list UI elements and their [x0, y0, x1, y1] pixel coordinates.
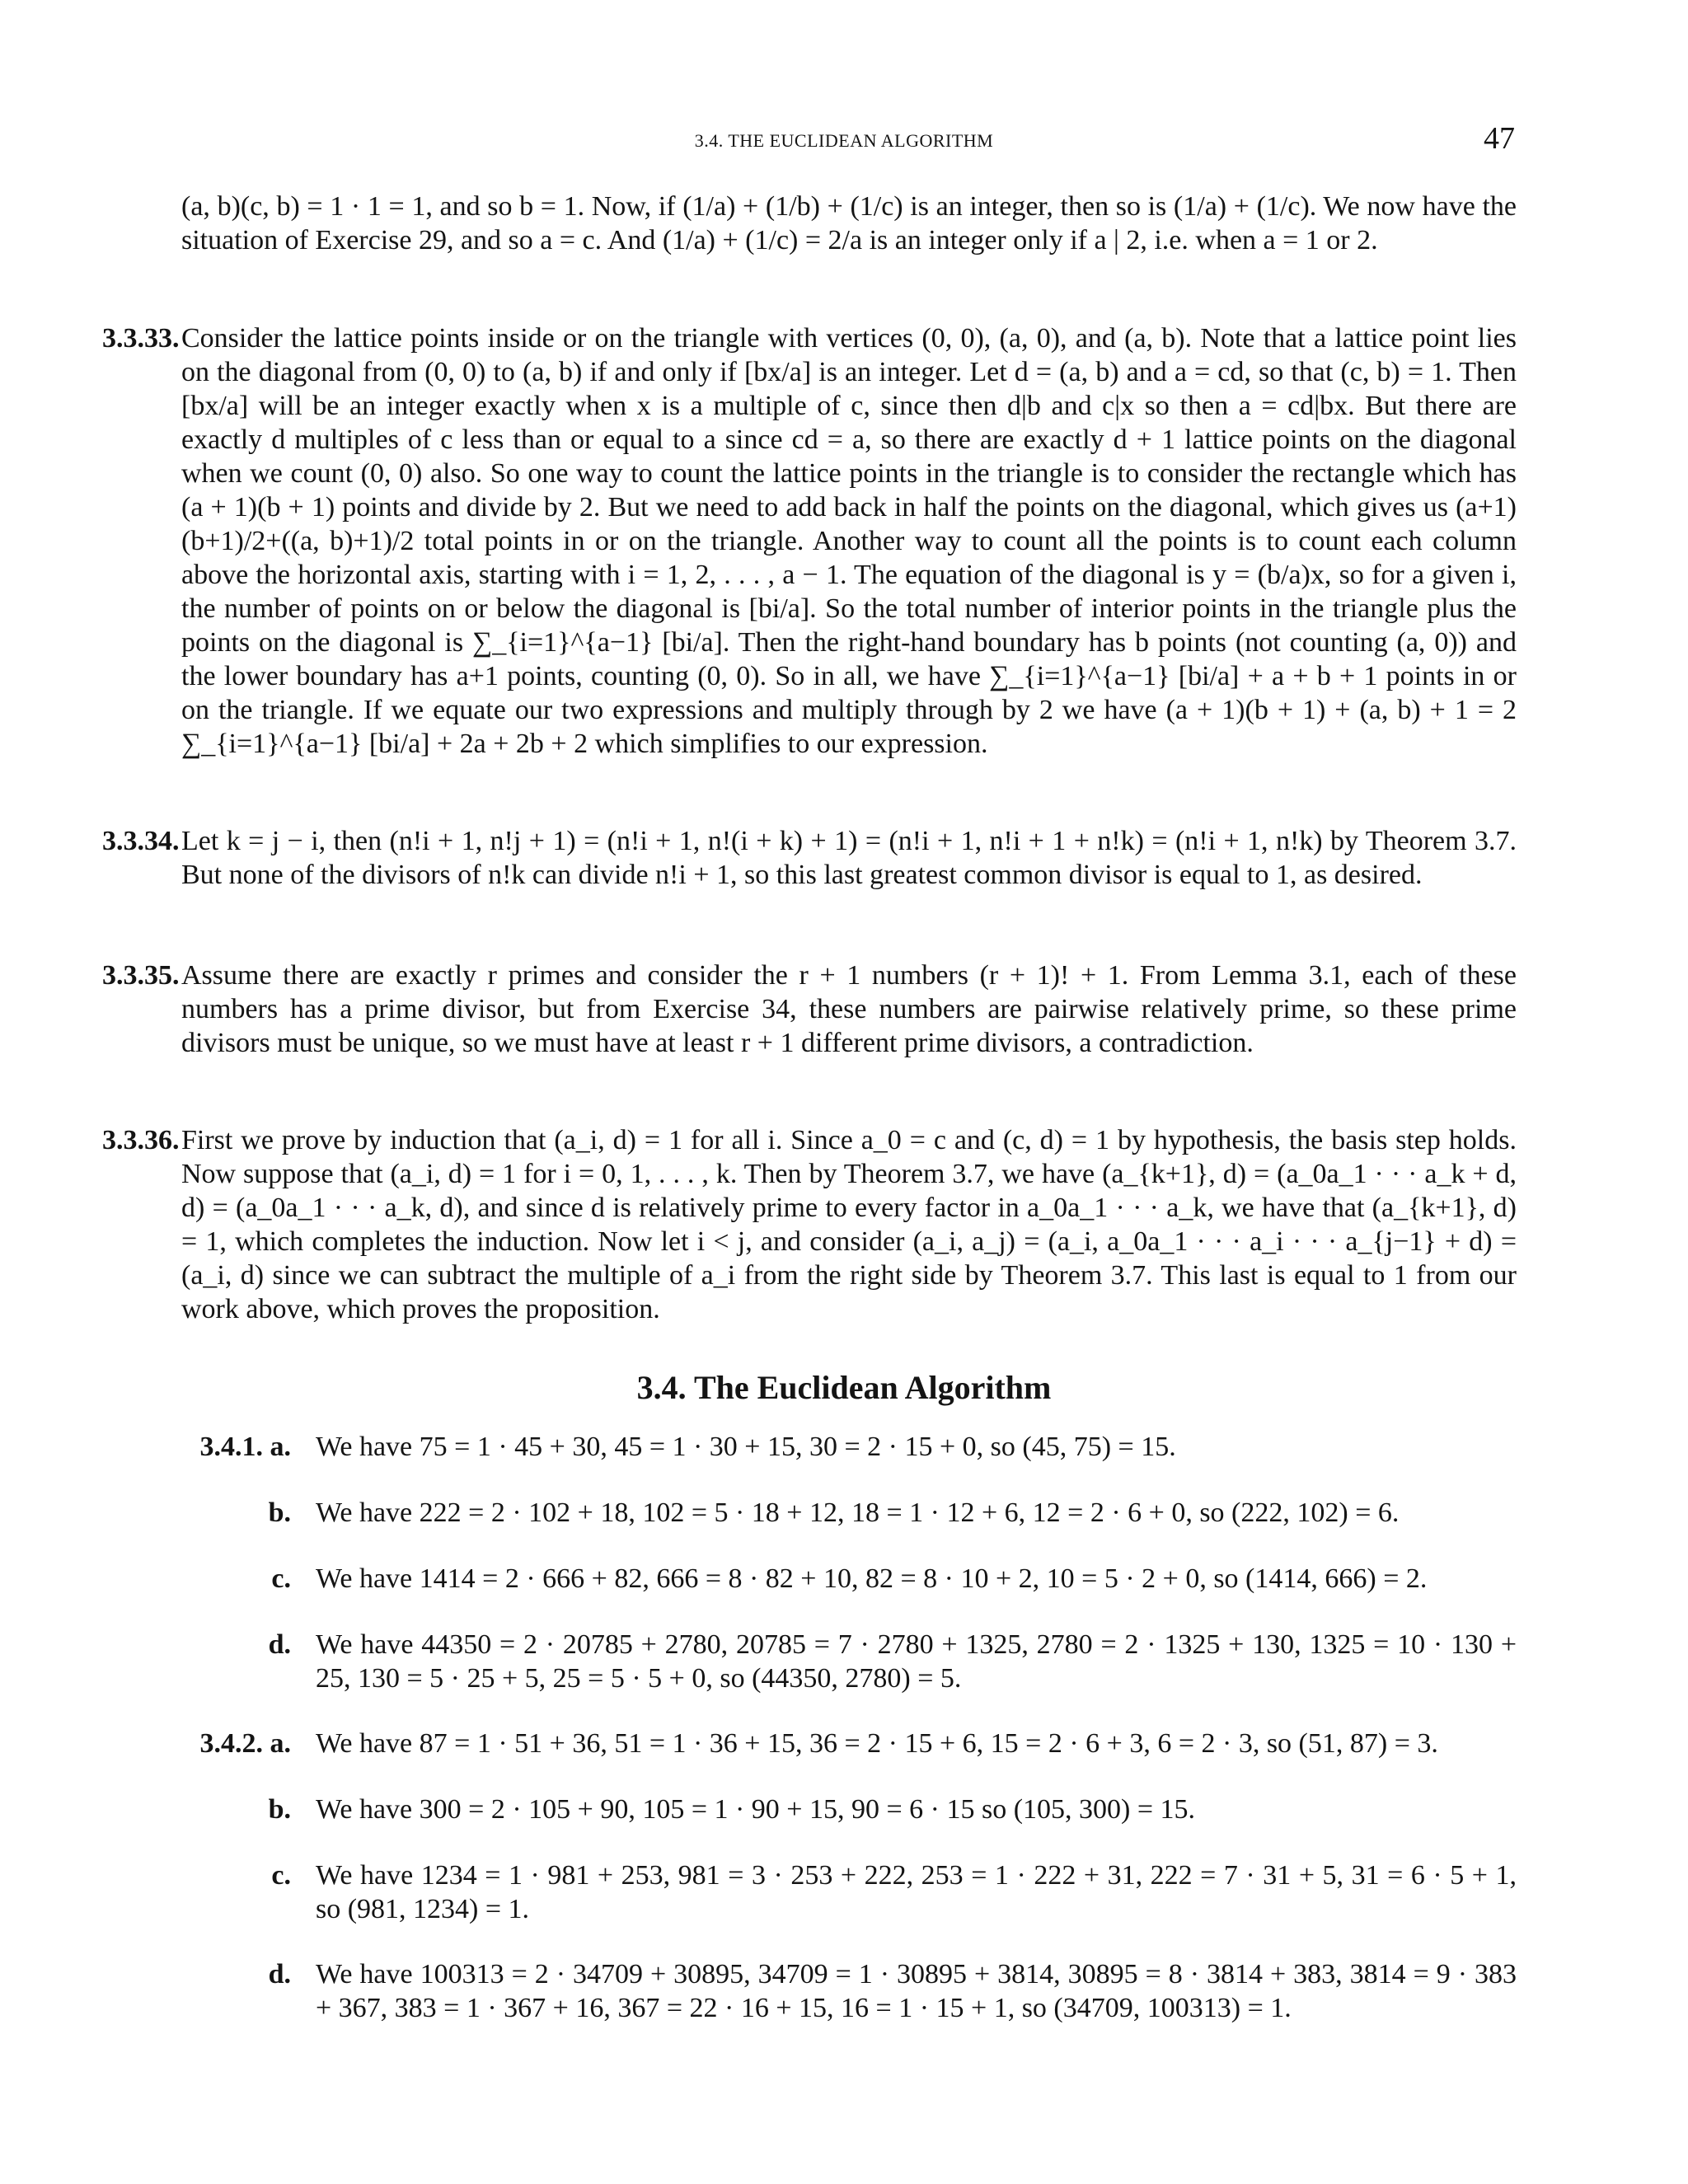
answer-3-4-2-c: [271, 1858, 1517, 1926]
answer-3-4-1-c: [271, 1562, 1517, 1596]
answer-text: We have 222 = 2 · 102 + 18, 102 = 5 · 18 + 12, 18 = 1 · 12 + 6, 12 = 2 · 6 + 0, so (222, 102) = 6.: [316, 1497, 1400, 1528]
exercise-number: 3.3.35.: [102, 960, 180, 991]
continuation-text: (a, b)(c, b) = 1 · 1 = 1, and so b = 1. Now, if (1/a) + (1/b) + (1/c) is an integer, then so is (1/a) + (1/c). We now have the situation of Exercise 29, and so a = c. And (1/a) + (1/c) = 2/a is an integer only if a | 2, i.e. when a = 1 or 2.: [181, 191, 1517, 255]
answer-3-4-1-d: [268, 1628, 1517, 1695]
answer-3-4-2-b: [268, 1793, 1517, 1826]
answer-tag: d.: [268, 1629, 291, 1660]
answer-tag: c.: [271, 1563, 291, 1594]
answer-text: We have 1414 = 2 · 666 + 82, 666 = 8 · 82 + 10, 82 = 8 · 10 + 2, 10 = 5 · 2 + 0, so (1414, 666) = 2.: [316, 1563, 1428, 1594]
running-head: [0, 121, 1688, 157]
exercise-text: First we prove by induction that (a_i, d) = 1 for all i. Since a_0 = c and (c, d) = 1 by hypothesis, the basis step holds. Now suppose that (a_i, d) = 1 for i = 0, 1, . . . , k. Then by Theorem 3.7, we have (a_{k+1}, d) = (a_0a_1 · · · a_k + d, d) = (a_0a_1 · · · a_k, d), and since d is relatively prime to every factor in a_0a_1 · · · a_k, we have that (a_{k+1}, d) = 1, which completes the induction. Now let i < j, and consider (a_i, a_j) = (a_i, a_0a_1 · · · a_i · · · a_{j−1} + d) = (a_i, d) since we can subtract the multiple of a_i from the right side by Theorem 3.7. This last is equal to 1 from our work above, which proves the proposition.: [181, 1125, 1517, 1324]
section-title: 3.4. The Euclidean Algorithm: [636, 1369, 1052, 1406]
answer-text: We have 87 = 1 · 51 + 36, 51 = 1 · 36 + 15, 36 = 2 · 15 + 6, 15 = 2 · 6 + 3, 6 = 2 · 3, so (51, 87) = 3.: [316, 1728, 1438, 1759]
answer-text: We have 300 = 2 · 105 + 90, 105 = 1 · 90 + 15, 90 = 6 · 15 so (105, 300) = 15.: [316, 1794, 1196, 1825]
exercise-3-3-36: [102, 1123, 1517, 1326]
exercise-number: 3.3.36.: [102, 1125, 180, 1155]
answer-tag: b.: [268, 1497, 291, 1528]
running-title: 3.4. THE EUCLIDEAN ALGORITHM: [694, 130, 994, 151]
exercise-3-3-35: [102, 958, 1517, 1060]
continuation-paragraph: [181, 190, 1517, 257]
answer-text: We have 100313 = 2 · 34709 + 30895, 34709 = 1 · 30895 + 3814, 30895 = 8 · 3814 + 383, 3814 = 9 · 383 + 367, 383 = 1 · 367 + 16, 367 = 22 · 16 + 15, 16 = 1 · 15 + 1, so (34709, 100313) = 1.: [316, 1959, 1517, 2023]
exercise-number: 3.3.34.: [102, 826, 180, 856]
answer-3-4-1-a: [199, 1430, 1517, 1464]
answer-tag: 3.4.1. a.: [199, 1432, 291, 1462]
answer-tag: b.: [268, 1794, 291, 1825]
exercise-3-3-33: [102, 321, 1517, 761]
answer-3-4-1-b: [268, 1496, 1517, 1530]
answer-tag: 3.4.2. a.: [199, 1728, 291, 1759]
answer-tag: c.: [271, 1860, 291, 1891]
exercise-number: 3.3.33.: [102, 323, 180, 354]
exercise-text: Let k = j − i, then (n!i + 1, n!j + 1) = (n!i + 1, n!(i + k) + 1) = (n!i + 1, n!i + 1 + n!k) = (n!i + 1, n!k) by Theorem 3.7. But none of the divisors of n!k can divide n!i + 1, so this last greatest common divisor is equal to 1, as desired.: [181, 826, 1517, 890]
answer-3-4-2-a: [199, 1727, 1517, 1760]
exercise-text: Assume there are exactly r primes and consider the r + 1 numbers (r + 1)! + 1. From Lemma 3.1, each of these numbers has a prime divisor, but from Exercise 34, these numbers are pairwise relatively prime, so these prime divisors must be unique, so we must have at least r + 1 different prime divisors, a contradiction.: [181, 960, 1517, 1058]
exercise-text: Consider the lattice points inside or on the triangle with vertices (0, 0), (a, 0), and (a, b). Note that a lattice point lies on the diagonal from (0, 0) to (a, b) if and only if [bx/a] is an integer. Let d = (a, b) and a = cd, so that (c, b) = 1. Then [bx/a] will be an integer exactly when x is a multiple of c, since then d|b and c|x so then a = cd|bx. But there are exactly d multiples of c less than or equal to a since cd = a, so there are exactly d + 1 lattice points on the diagonal when we count (0, 0) also. So one way to count the lattice points in the triangle is to consider the rectangle which has (a + 1)(b + 1) points and divide by 2. But we need to add back in half the points on the diagonal, which gives us (a+1)(b+1)/2+((a, b)+1)/2 total points in or on the triangle. Another way to count all the points is to count each column above the horizontal axis, starting with i = 1, 2, . . . , a − 1. The equation of the diagonal is y = (b/a)x, so for a given i, the number of points on or below the diagonal is [bi/a]. So the total number of interior points in the triangle plus the points on the diagonal is ∑_{i=1}^{a−1} [bi/a]. Then the right-hand boundary has b points (not counting (a, 0)) and the lower boundary has a+1 points, counting (0, 0). So in all, we have ∑_{i=1}^{a−1} [bi/a] + a + b + 1 points in or on the triangle. If we equate our two expressions and multiply through by 2 we have (a + 1)(b + 1) + (a, b) + 1 = 2 ∑_{i=1}^{a−1} [bi/a] + 2a + 2b + 2 which simplifies to our expression.: [181, 323, 1517, 759]
exercise-3-3-34: [102, 824, 1517, 892]
page-number: 47: [1484, 121, 1515, 156]
answer-text: We have 75 = 1 · 45 + 30, 45 = 1 · 30 + 15, 30 = 2 · 15 + 0, so (45, 75) = 15.: [316, 1432, 1176, 1462]
answer-text: We have 1234 = 1 · 981 + 253, 981 = 3 · 253 + 222, 253 = 1 · 222 + 31, 222 = 7 · 31 + 5, 31 = 6 · 5 + 1, so (981, 1234) = 1.: [316, 1860, 1517, 1924]
answer-3-4-2-d: [268, 1957, 1517, 2025]
answer-tag: d.: [268, 1959, 291, 1990]
answer-text: We have 44350 = 2 · 20785 + 2780, 20785 = 7 · 2780 + 1325, 2780 = 2 · 1325 + 130, 1325 = 10 · 130 + 25, 130 = 5 · 25 + 5, 25 = 5 · 5 + 0, so (44350, 2780) = 5.: [316, 1629, 1517, 1694]
